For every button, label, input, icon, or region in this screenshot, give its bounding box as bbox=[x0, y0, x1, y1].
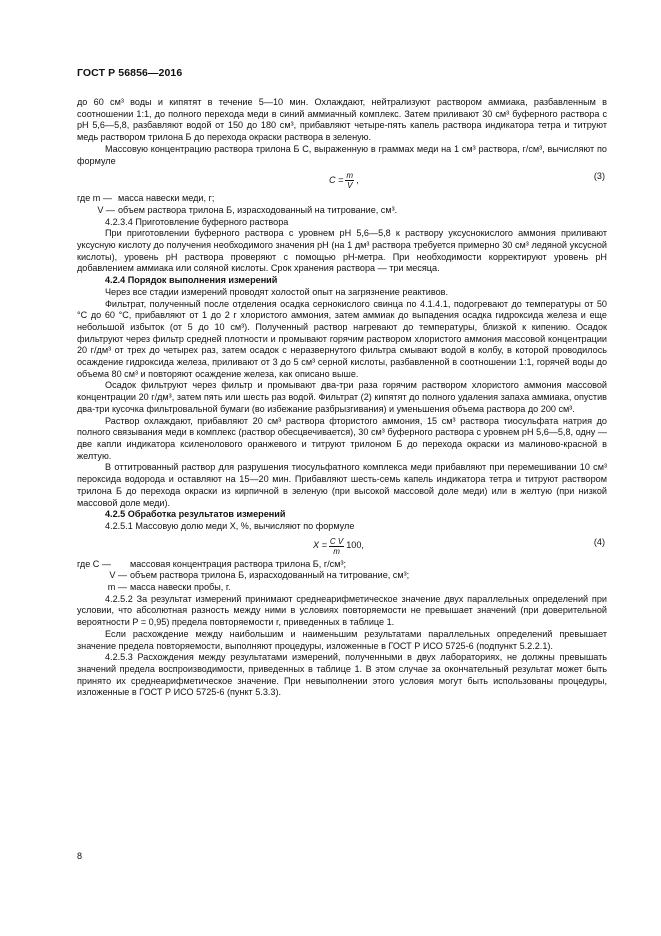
formula-numerator: m bbox=[346, 171, 354, 181]
section-heading: 4.2.4 Порядок выполнения измерений bbox=[105, 275, 278, 286]
paragraph: Если расхождение между наибольшим и наименьшим результатами параллельных определений превышает значение предела повторяемости, выполняют процедуры, изложенные в ГОСТ Р ИСО 5725-6 (подпункт 5.2.2.1). bbox=[77, 628, 607, 651]
legend-text: массовая концентрация раствора трилона Б, г/см³; bbox=[130, 558, 347, 569]
formula-denominator: V bbox=[347, 181, 353, 191]
formula-tail: , bbox=[356, 174, 359, 185]
legend-row bbox=[77, 193, 607, 205]
formula-fraction bbox=[329, 537, 344, 556]
legend-text: объем раствора трилона Б, израсходованный на титрование, см³; bbox=[130, 570, 410, 581]
paragraph: 4.2.5.1 Массовую долю меди X, %, вычисляют по формуле bbox=[105, 520, 355, 531]
legend-text: масса навески пробы, г. bbox=[130, 582, 231, 593]
paragraph: 4.2.5.2 За результат измерений принимают среднеарифметическое значение двух параллельных определений при условии, что абсолютная разность между ними в условиях повторяемости не превышает значений (при доверительной вероятности P = 0,95) предела повторяемости r, приведенных в таблице 1. bbox=[77, 593, 607, 628]
formula-numerator: C V bbox=[329, 536, 344, 546]
legend-row bbox=[77, 205, 607, 217]
formula-3 bbox=[77, 167, 607, 193]
paragraph: При приготовлении буферного раствора с уровнем pH 5,6—5,8 к раствору уксуснокислого аммония приливают уксусную кислоту до получения необходимого значения pH (на 1 дм³ раствора требуется примерно 30 см³ ледяной уксусной кислоты), уровень pH раствора проверяют с помощью pH-метра. При необходимости корректируют уровень pH добавлением аммиака или соляной кислоты. Срок хранения раствора — три месяца. bbox=[77, 228, 607, 274]
legend-row bbox=[77, 582, 607, 594]
formula-number: (4) bbox=[593, 536, 605, 547]
paragraph: 4.2.5.3 Расхождения между результатами измерений, полученными в двух лабораториях, не должны превышать значений предела воспроизводимости, приведенных в таблице 1. В этом случае за окончательный результат может быть принято их среднеарифметическое значение. При невыполнении этого условия могут быть использованы процедуры, изложенные в ГОСТ Р ИСО 5725-6 (пункт 5.3.3). bbox=[77, 652, 607, 698]
paragraph: Через все стадии измерений проводят холостой опыт на загрязнение реактивов. bbox=[105, 286, 449, 297]
formula-denominator: m bbox=[333, 546, 340, 556]
paragraph: Массовую концентрацию раствора трилона Б C, выраженную в граммах меди на 1 см³ раствора, г/см³, вычисляют по формуле bbox=[77, 143, 607, 166]
paragraph: Фильтрат, полученный после отделения осадка сернокислого свинца по 4.1.4.1, подогревают до температуры от 50 °C до 60 °C, прибавляют от 1 до 2 г хлористого аммония, затем аммиак до выпадения осадка гидроксида железа и еще небольшой избыток (от 5 до 10 см³). Полученный раствор нагревают до температуры, близкой к кипению. Осадок фильтруют через фильтр средней плотности и промывают горячим раствором хлористого аммония массовой концентрации 20 г/дм³ от трех до четырех раз, затем осадок с неразвернутого фильтра смывают водой в колбу, в которой проводилось осаждение гидроксида железа, приливают от 3 до 5 см³ серной кислоты, разбавленной в соотношении 1:1, горячей воды до объема 80 см³ и повторяют осаждение железа, как описано выше. bbox=[77, 298, 607, 379]
legend-key: где m — bbox=[77, 193, 112, 204]
page-number: 8 bbox=[77, 851, 83, 861]
formula-4-legend bbox=[77, 559, 607, 594]
section-heading: 4.2.5 Обработка результатов измерений bbox=[105, 509, 286, 520]
formula-number: (3) bbox=[593, 171, 605, 182]
formula-lhs: X = bbox=[313, 540, 327, 551]
legend-key: m — bbox=[107, 582, 127, 593]
paragraph: до 60 см³ воды и кипятят в течение 5—10 мин. Охлаждают, нейтрализуют раствором аммиака, разбавленным в соотношении 1:1, до полного перехода меди в синий аммиачный комплекс. Затем приливают 30 см³ буферного раствора с pH 5,6—5,8, разбавляют водой от 150 до 180 см³, прибавляют четыре-пять капель раствора индикатора тетра и титруют медь раствором трилона Б до перехода окраски раствора в зеленую. bbox=[77, 97, 607, 143]
legend-key: V — bbox=[109, 570, 127, 581]
legend-row bbox=[77, 559, 607, 571]
formula-fraction bbox=[345, 171, 354, 190]
formula-4 bbox=[77, 533, 607, 559]
paragraph: Раствор охлаждают, прибавляют 20 см³ раствора фтористого аммония, 15 см³ раствора тиосульфата натрия до полного связывания меди в комплекс (раствор обесцвечивается), 30 см³ буферного раствора с уровнем pH 5,6—5,8, одну — две капли индикатора ксиленолового оранжевого и титруют трилоном Б до перехода окраски из малиново-красной в желтую. bbox=[77, 415, 607, 461]
paragraph: В оттитрованный раствор для разрушения тиосульфатного комплекса меди прибавляют при перемешивании 10 см³ пероксида водорода и оставляют на 15—20 мин. Прибавляют шесть-семь капель индикатора тетра и титруют раствором трилона Б до перехода окраски из кирпичной в зеленую (при высокой массовой доле меди) или в желтую (при низкой массовой доле меди). bbox=[77, 462, 607, 508]
paragraph: Осадок фильтруют через фильтр и промывают два-три раза горячим раствором хлористого аммония массовой концентрации 20 г/дм³, затем пять или шесть раз водой. Фильтрат (2) кипятят до полного удаления запаха аммиака, опустив два-три кусочка фильтровальной бумаги (во избежание разбрызгивания) и уменьшения объема раствора до 200 см³. bbox=[77, 380, 607, 414]
formula-tail: 100, bbox=[346, 540, 364, 551]
legend-text: объем раствора трилона Б, израсходованный на титрование, см³. bbox=[118, 204, 398, 215]
document-header: ГОСТ Р 56856—2016 bbox=[77, 67, 183, 79]
legend-key: где C — bbox=[77, 558, 111, 569]
formula-lhs: C = bbox=[329, 174, 344, 185]
legend-row bbox=[77, 570, 607, 582]
legend-text: масса навески меди, г; bbox=[118, 193, 215, 204]
legend-key: V — bbox=[97, 204, 115, 215]
formula-3-legend bbox=[77, 193, 607, 216]
subsection-heading: 4.2.3.4 Приготовление буферного раствора bbox=[105, 216, 289, 227]
document-body bbox=[77, 97, 607, 699]
